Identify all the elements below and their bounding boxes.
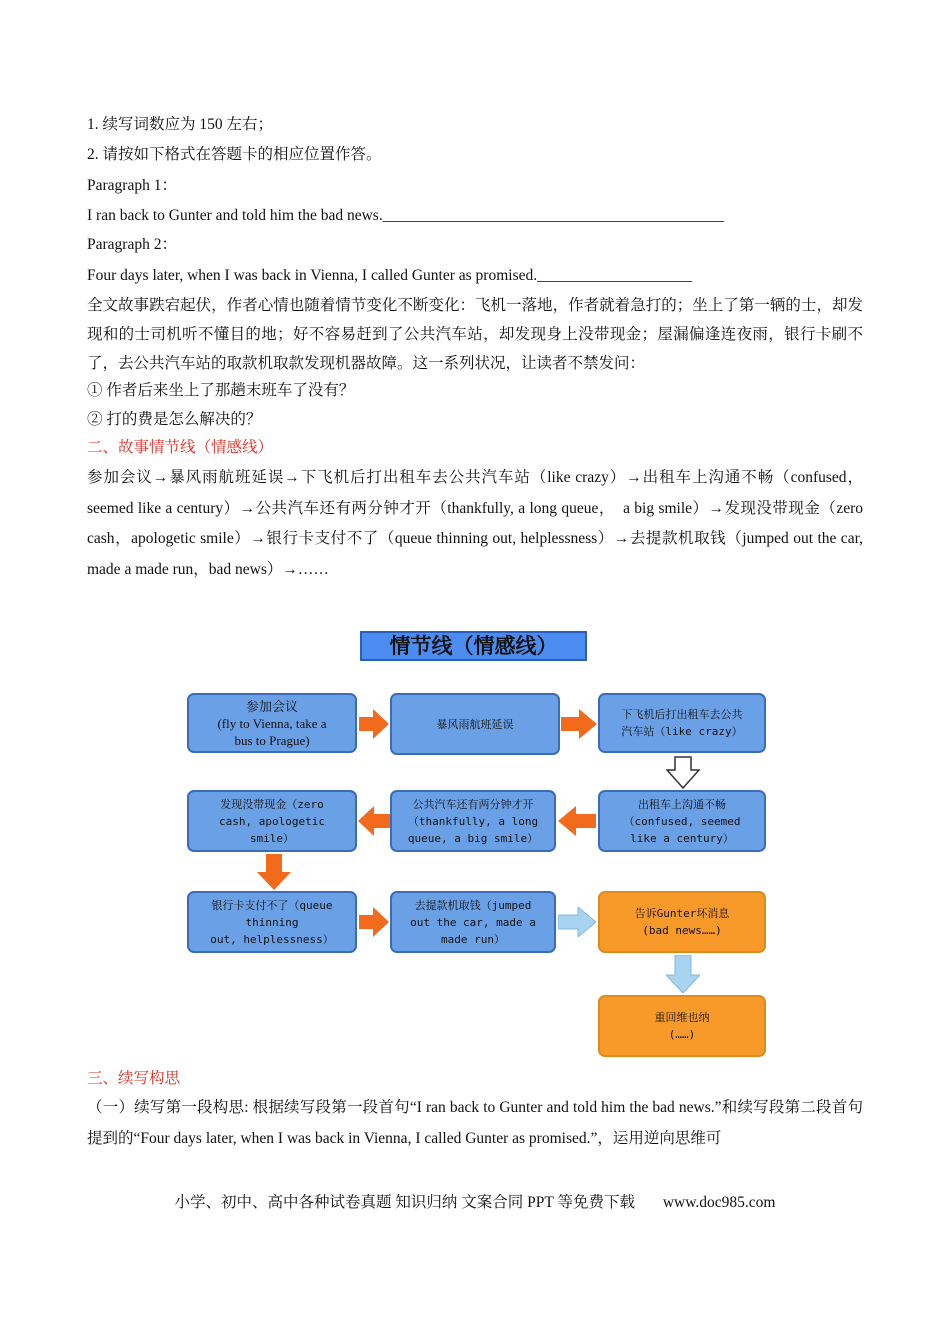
arrow-down-icon [666, 955, 700, 993]
arrow-down-icon [257, 854, 291, 890]
paragraph-2-start: Four days later, when I was back in Vienna, I called Gunter as promised.____________________ [87, 267, 693, 284]
flow-box-attend-meeting: 参加会议 (fly to Vienna, take a bus to Prague) [187, 693, 357, 753]
flow-box-card-failed: 银行卡支付不了（queue thinning out, helplessness） [187, 891, 357, 953]
arrow-down-icon [666, 756, 700, 790]
arrow-left-icon [558, 806, 596, 836]
question-2: ② 打的费是怎么解决的？ [87, 411, 262, 428]
flow-box-taxi-communication: 出租车上沟通不畅 （confused, seemed like a century） [598, 790, 766, 852]
footer-link[interactable]: www.doc985.com [662, 1194, 776, 1211]
flow-box-bus-two-minutes: 公共汽车还有两分钟才开 （thankfully, a long queue, a big smile） [390, 790, 556, 852]
paragraph-1-start: I ran back to Gunter and told him the bad news.____________________________________________ [87, 207, 724, 224]
plot-line-text: 参加会议→暴风雨航班延误→下飞机后打出租车去公共汽车站（like crazy）→出租车上沟通不畅（confused，seemed like a century）→公共汽车还有两分钟才开（thankfully, a long queue， a big smile）→发现没带现金（zero cash，apologetic smile）→银行卡支付不了（queue thinning out, helplessness）→去提款机取钱（jumped out the car, made a made run，bad news）→…… [87, 469, 863, 578]
arrow-right-icon [558, 907, 596, 937]
flow-box-no-cash: 发现没带现金（zero cash, apologetic smile） [187, 790, 357, 852]
section-heading-2: 二、故事情节线（情感线） [87, 439, 274, 456]
arrow-right-icon [359, 709, 389, 739]
arrow-left-icon [358, 806, 390, 836]
paragraph-1-label: Paragraph 1： [87, 177, 177, 194]
flow-box-flight-delay: 暴风雨航班延误 [390, 693, 560, 755]
flow-box-atm: 去提款机取钱（jumped out the car, made a made run） [390, 891, 556, 953]
paragraph-2-label: Paragraph 2： [87, 236, 177, 253]
story-analysis: 全文故事跌宕起伏，作者心情也随着情节变化不断变化：飞机一落地，作者就着急打的；坐上了第一辆的士，却发现和的士司机听不懂目的地；好不容易赶到了公共汽车站，却发现身上没带现金；屋漏偏逢连夜雨，银行卡刷不了，去公共汽车站的取款机取款发现机器故障。这一系列状况，让读者不禁发问： [87, 297, 863, 372]
arrow-right-icon [561, 709, 597, 739]
instruction-1: 1. 续写词数应为 150 左右； [87, 116, 274, 133]
continuation-idea: （一）续写第一段构思: 根据续写段第一段首句“I ran back to Gunter and told him the bad news.”和续写段第二段首句提到的“Four days later, when I was back in Vienna, I called Gunter as promised.”，运用逆向思维可 [87, 1099, 863, 1147]
flow-box-taxi: 下飞机后打出租车去公共 汽车站（like crazy） [598, 693, 766, 753]
section-heading-3: 三、续写构思 [87, 1070, 181, 1087]
page-footer [0, 1190, 950, 1212]
arrow-right-icon [359, 907, 389, 937]
flow-box-bad-news: 告诉Gunter坏消息 (bad news……) [598, 891, 766, 953]
question-1: ① 作者后来坐上了那趟末班车了没有？ [87, 382, 355, 399]
diagram-title: 情节线（情感线） [360, 631, 587, 661]
flow-box-back-to-vienna: 重回维也纳 (……) [598, 995, 766, 1057]
instruction-2: 2. 请按如下格式在答题卡的相应位置作答。 [87, 146, 382, 163]
plot-flow-diagram [180, 625, 780, 1057]
footer-text: 小学、初中、高中各种试卷真题 知识归纳 文案合同 PPT 等免费下载 [174, 1194, 635, 1211]
